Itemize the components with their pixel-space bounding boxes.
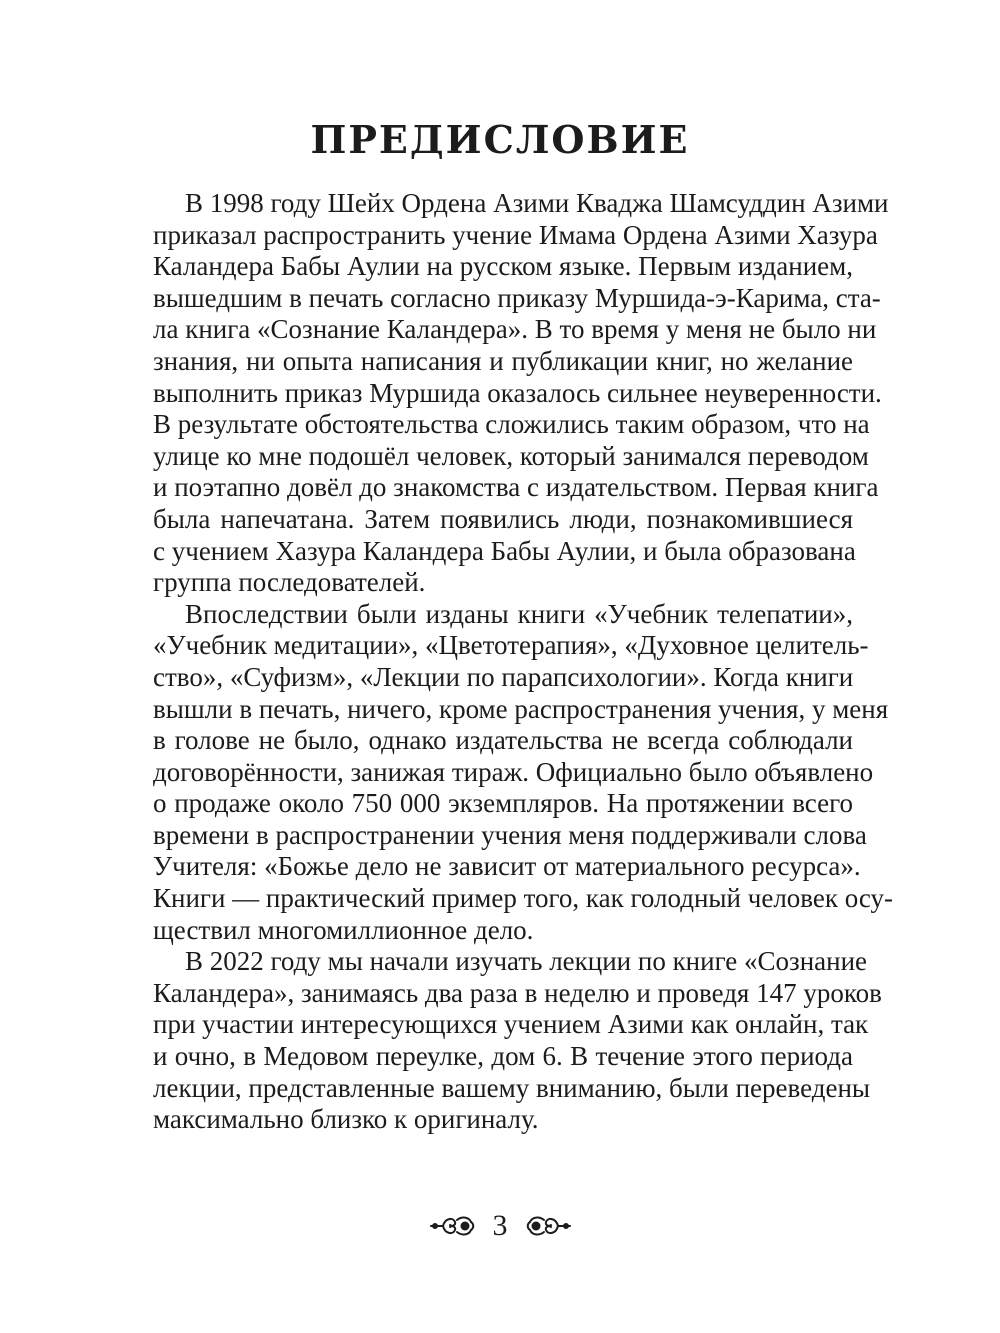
text-line: Каландера Бабы Аулии на русском языке. Первым изданием, (153, 251, 853, 282)
page-number: 3 (492, 1209, 508, 1242)
text-line: максимально близко к оригиналу. (153, 1104, 539, 1135)
text-line: В 1998 году Шейх Ордена Азими Кваджа Шамсуддин Азими (185, 188, 889, 218)
text-line: В результате обстоятельства сложились таким образом, что на (153, 409, 870, 440)
fleuron-left-icon (429, 1213, 477, 1239)
text-line: Впоследствии были изданы книги «Учебник телепатии», (185, 598, 853, 629)
text-line: о продаже около 750 000 экземпляров. На протяжении всего (153, 788, 853, 819)
text-line: выполнить приказ Муршида оказалось сильнее неуверенности. (153, 377, 882, 408)
text-line: была напечатана. Затем появились люди, познакомившиеся (153, 503, 853, 534)
page-footer (0, 1208, 1000, 1244)
page-title: ПРЕДИСЛОВИЕ (310, 117, 690, 162)
text-line: лекции, представленные вашему вниманию, были переведены (153, 1072, 871, 1103)
text-line: и очно, в Медовом переулке, дом 6. В течение этого периода (153, 1041, 853, 1072)
text-line: ство», «Суфизм», «Лекции по парапсихологии». Когда книги (153, 661, 854, 692)
text-line: вышли в печать, ничего, кроме распространения учения, у меня (153, 693, 889, 724)
text-line: в голове не было, однако издательства не всегда соблюдали (153, 725, 853, 756)
text-line: приказал распространить учение Имама Ордена Азими Хазура (153, 219, 878, 250)
paragraph-1 (153, 188, 889, 599)
text-line: знания, ни опыта написания и публикации книг, но желание (153, 345, 853, 376)
text-line: Каландера», занимаясь два раза в неделю и проведя 147 уроков (153, 977, 882, 1008)
text-line: ла книга «Сознание Каландера». В то время у меня не было ни (153, 314, 877, 345)
text-line: Книги — практический пример того, как голодный человек осу- (153, 883, 894, 914)
text-line: В 2022 году мы начали изучать лекции по книге «Сознание (185, 946, 868, 977)
text-line: группа последователей. (153, 567, 426, 598)
paragraph-2 (153, 598, 894, 947)
text-line: Учителя: «Божье дело не зависит от материального ресурса». (153, 851, 861, 882)
text-line: вышедшим в печать согласно приказу Муршида-э-Карима, ста- (153, 282, 881, 313)
paragraph-3 (153, 946, 882, 1136)
text-line: при участии интересующихся учением Азими как онлайн, так (153, 1009, 869, 1040)
text-line: и поэтапно довёл до знакомства с издательством. Первая книга (153, 472, 879, 503)
preface-text (153, 188, 894, 1136)
text-line: «Учебник медитации», «Цветотерапия», «Духовное целитель- (153, 630, 869, 661)
text-line: времени в распространении учения меня поддерживали слова (153, 819, 867, 850)
text-line: улице ко мне подошёл человек, который занимался переводом (153, 440, 869, 471)
text-line: ществил многомиллионное дело. (153, 914, 534, 945)
fleuron-right-icon (524, 1213, 572, 1239)
text-line: с учением Хазура Каландера Бабы Аулии, и была образована (153, 535, 856, 566)
text-line: договорённости, занижая тираж. Официально было объявлено (153, 756, 874, 787)
